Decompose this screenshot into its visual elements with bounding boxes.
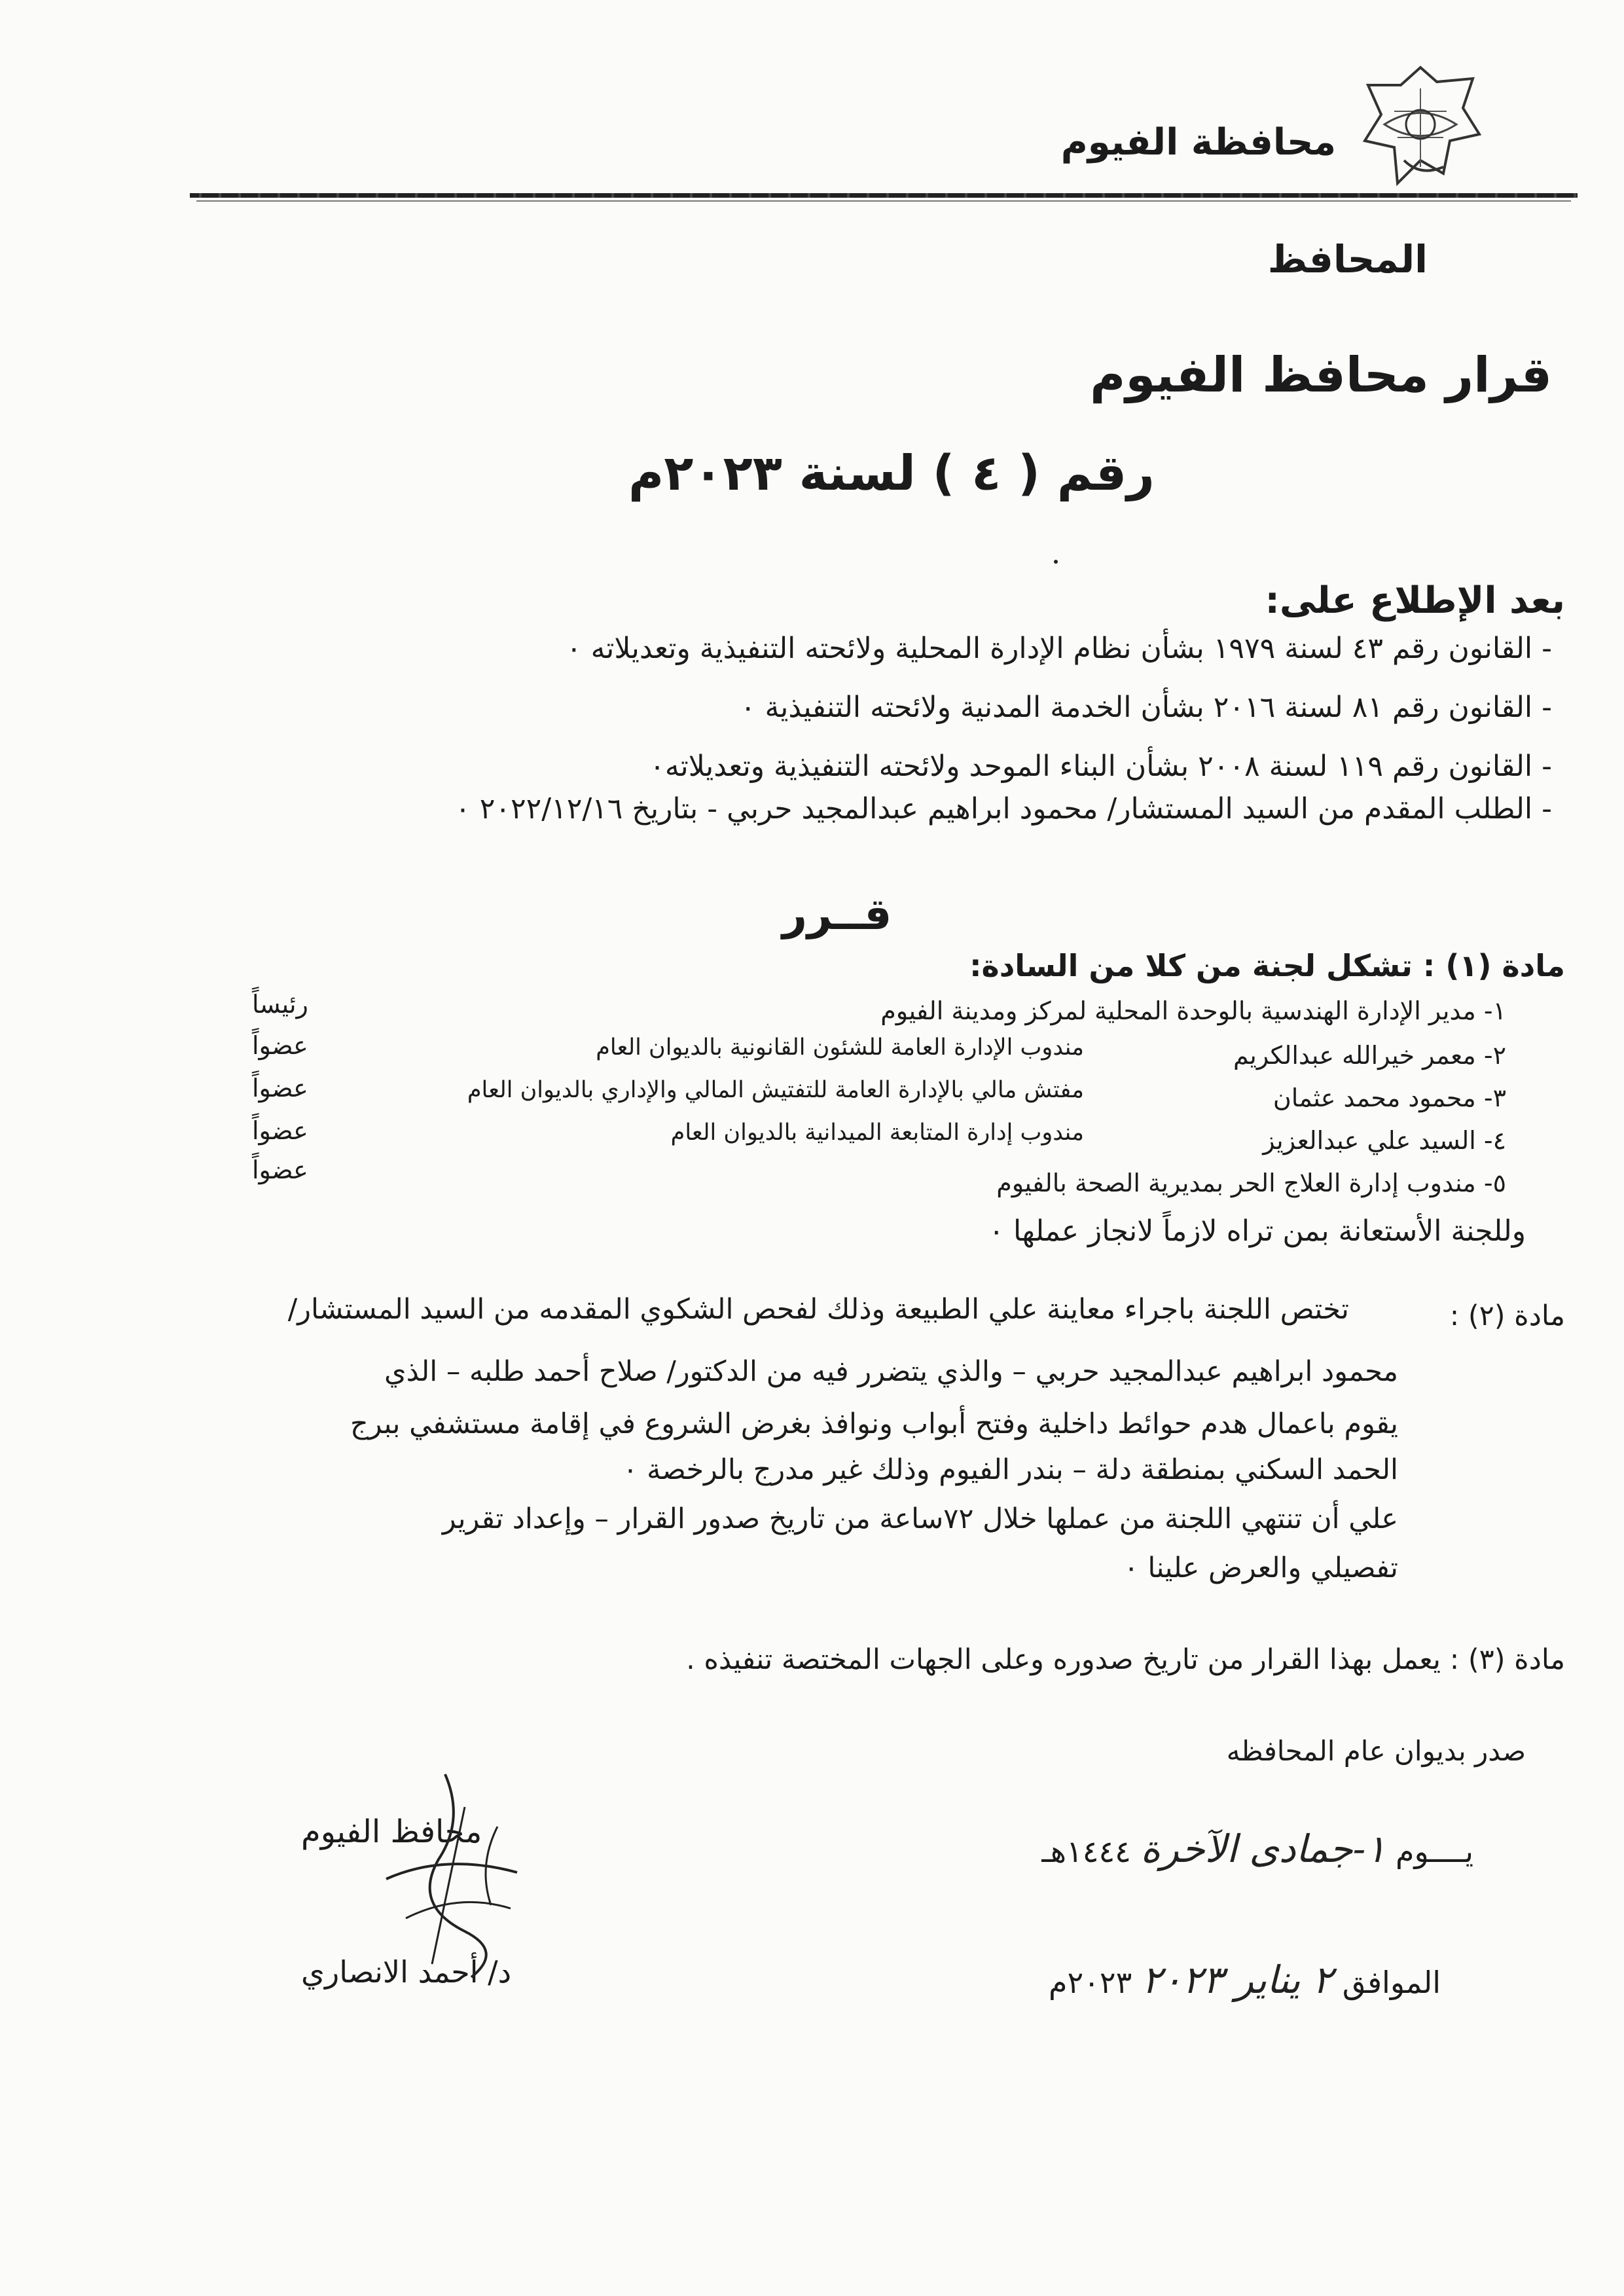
- article-1-heading: مادة (١) : تشكل لجنة من كلا من السادة:: [969, 948, 1565, 983]
- day-label: يــــوم: [1396, 1834, 1473, 1869]
- gregorian-year: ٢٠٢٣م: [1049, 1965, 1132, 2000]
- article-2-line: تختص اللجنة باجراء معاينة علي الطبيعة وذلك لفحص الشكوي المقدمه من السيد المستشار/: [287, 1293, 1349, 1326]
- governor-title: محافظ الفيوم: [301, 1813, 482, 1850]
- member-name: ٢- معمر خيرالله عبدالكريم: [1233, 1041, 1506, 1070]
- issued-at: صدر بديوان عام المحافظه: [1226, 1735, 1526, 1767]
- corresponding-label: الموافق: [1342, 1965, 1441, 2000]
- preamble-item: - الطلب المقدم من السيد المستشار/ محمود ابراهيم عبدالمجيد حربي - بتاريخ ٢٠٢٢/١٢/١٦ ٠: [455, 792, 1552, 826]
- stray-dot: [1054, 560, 1058, 564]
- preamble-heading: بعد الإطلاع على:: [1265, 579, 1565, 622]
- member-role: عضواً: [252, 1031, 308, 1060]
- member-name: ٤- السيد علي عبدالعزيز: [1263, 1126, 1506, 1155]
- gregorian-date-line: [1049, 1958, 1441, 2002]
- header-rule-thin: [196, 200, 1571, 202]
- header-rule: [190, 193, 1578, 198]
- member-delegate: مفتش مالي بالإدارة العامة للتفتيش المالي والإداري بالديوان العام: [467, 1077, 1084, 1103]
- gregorian-date-handwritten: ٢ يناير ٢٠٢٣: [1141, 1958, 1333, 2002]
- member-role: عضواً: [252, 1116, 308, 1145]
- member-role: عضواً: [252, 1156, 308, 1184]
- governor-name: د/ أحمد الانصاري: [301, 1954, 512, 1990]
- article-2-line: علي أن تنتهي اللجنة من عملها خلال ٧٢ساعة من تاريخ صدور القرار – وإعداد تقرير: [442, 1503, 1398, 1535]
- preamble-item: - القانون رقم ٨١ لسنة ٢٠١٦ بشأن الخدمة المدنية ولائحته التنفيذية ٠: [740, 691, 1552, 724]
- decided-heading: قــرر: [782, 889, 892, 939]
- governorate-seal-icon: [1358, 62, 1483, 193]
- article-2-heading: مادة (٢) :: [1449, 1300, 1565, 1332]
- committee-note: وللجنة الأستعانة بمن تراه لازماً لانجاز عملها ٠: [988, 1214, 1526, 1248]
- hijri-year: ١٤٤٤هـ: [1041, 1834, 1131, 1869]
- article-3: مادة (٣) : يعمل بهذا القرار من تاريخ صدوره وعلى الجهات المختصة تنفيذه .: [686, 1643, 1565, 1676]
- article-2-line: تفصيلي والعرض علينا ٠: [1123, 1552, 1398, 1584]
- signature-icon: [367, 1768, 537, 1984]
- member-delegate: مندوب الإدارة العامة للشئون القانونية بالديوان العام: [596, 1034, 1084, 1061]
- hijri-date-handwritten: ١-جمادى الآخرة: [1140, 1827, 1386, 1871]
- governorate-name: محافظة الفيوم: [1060, 121, 1336, 164]
- article-2-line: محمود ابراهيم عبدالمجيد حربي – والذي يتضرر فيه من الدكتور/ صلاح أحمد طلبه – الذي: [384, 1355, 1398, 1388]
- member-name: ١- مدير الإدارة الهندسية بالوحدة المحلية لمركز ومدينة الفيوم: [880, 996, 1506, 1025]
- article-2-line: يقوم باعمال هدم حوائط داخلية وفتح أبواب ونوافذ بغرض الشروع في إقامة مستشفي ببرج: [350, 1408, 1398, 1440]
- article-2-line: الحمد السكني بمنطقة دلة – بندر الفيوم وذلك غير مدرج بالرخصة ٠: [623, 1453, 1398, 1486]
- decree-number: رقم ( ٤ ) لسنة ٢٠٢٣م: [628, 445, 1155, 501]
- member-name: ٥- مندوب إدارة العلاج الحر بمديرية الصحة بالفيوم: [996, 1169, 1506, 1197]
- hijri-date-line: [1041, 1827, 1473, 1871]
- member-delegate: مندوب إدارة المتابعة الميدانية بالديوان العام: [670, 1120, 1084, 1146]
- preamble-item: - القانون رقم ٤٣ لسنة ١٩٧٩ بشأن نظام الإدارة المحلية ولائحته التنفيذية وتعديلاته ٠: [566, 632, 1552, 665]
- decree-title: قرار محافظ الفيوم: [1090, 347, 1552, 403]
- member-role: عضواً: [252, 1074, 308, 1102]
- preamble-item: - القانون رقم ١١٩ لسنة ٢٠٠٨ بشأن البناء الموحد ولائحته التنفيذية وتعديلاته٠: [649, 750, 1552, 783]
- office-title: المحافظ: [1267, 237, 1428, 282]
- member-role: رئيساً: [252, 990, 308, 1019]
- member-name: ٣- محمود محمد عثمان: [1272, 1084, 1506, 1112]
